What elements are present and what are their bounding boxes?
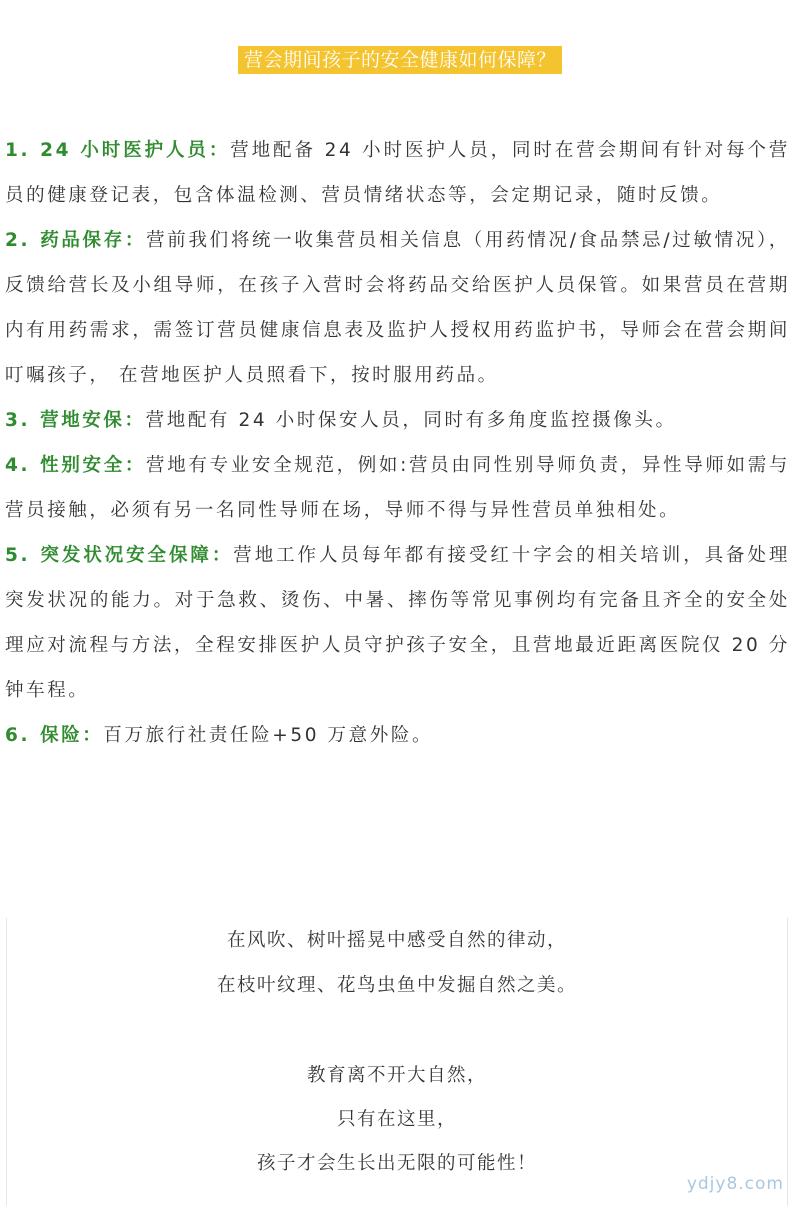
item-text: 营地工作人员每年都有接受红十字会的相关培训，具备处理突发状况的能力。对于急救、烫伤、中暑、摔伤等常见事例均有完备且齐全的安全处理应对流程与方法，全程安排医护人员守护孩子安全，且营地最近距离医院仅 20 分钟车程。: [5, 545, 790, 701]
poem-line: 在风吹、树叶摇晃中感受自然的律动，: [226, 930, 567, 951]
title-banner: [0, 46, 800, 74]
item-number: 3.: [5, 410, 31, 431]
poem-line: 教育离不开大自然，: [306, 1065, 487, 1086]
poem-box: [6, 918, 788, 1206]
item-number: 6.: [5, 725, 31, 746]
item-label: 性别安全：: [40, 455, 147, 476]
item-number: 1.: [5, 140, 31, 161]
poem-line: 在枝叶纹理、花鸟虫鱼中发掘自然之美。: [216, 975, 577, 996]
list-item: [5, 443, 790, 533]
item-number: 2.: [5, 230, 31, 251]
item-label: 药品保存：: [40, 230, 147, 251]
item-number: 4.: [5, 455, 31, 476]
item-text: 营地配有 24 小时保安人员，同时有多角度监控摄像头。: [145, 410, 677, 431]
poem-line: 只有在这里，: [336, 1109, 457, 1130]
list-item: [5, 218, 790, 398]
list-item: [5, 398, 790, 443]
item-number: 5.: [5, 545, 31, 566]
item-text: 营地配备 24 小时医护人员，同时在营会期间有针对每个营员的健康登记表，包含体温检测、营员情绪状态等，会定期记录，随时反馈。: [5, 140, 791, 206]
list-item: [5, 533, 790, 713]
item-label: 保险：: [40, 725, 104, 746]
item-text: 营前我们将统一收集营员相关信息（用药情况/食品禁忌/过敏情况），反馈给营长及小组导师，在孩子入营时会将药品交给医护人员保管。如果营员在营期内有用药需求，需签订营员健康信息表及监护人授权用药监护书，导师会在营会期间叮嘱孩子， 在营地医护人员照看下，按时服用药品。: [5, 230, 790, 386]
watermark-text: ydjy8.com: [686, 1174, 784, 1194]
item-label: 突发状况安全保障：: [40, 545, 234, 566]
item-text: 营地有专业安全规范，例如:营员由同性别导师负责，异性导师如需与营员接触，必须有另一名同性导师在场，导师不得与异性营员单独相处。: [5, 455, 790, 521]
list-item: [5, 713, 790, 758]
poem-line: 孩子才会生长出无限的可能性！: [256, 1153, 537, 1174]
item-text: 百万旅行社责任险+50 万意外险。: [103, 725, 434, 746]
page-title: 营会期间孩子的安全健康如何保障？: [238, 46, 562, 74]
item-label: 营地安保：: [40, 410, 146, 431]
safety-list: [5, 128, 790, 758]
list-item: [5, 128, 790, 218]
item-label: 24 小时医护人员：: [40, 140, 231, 161]
